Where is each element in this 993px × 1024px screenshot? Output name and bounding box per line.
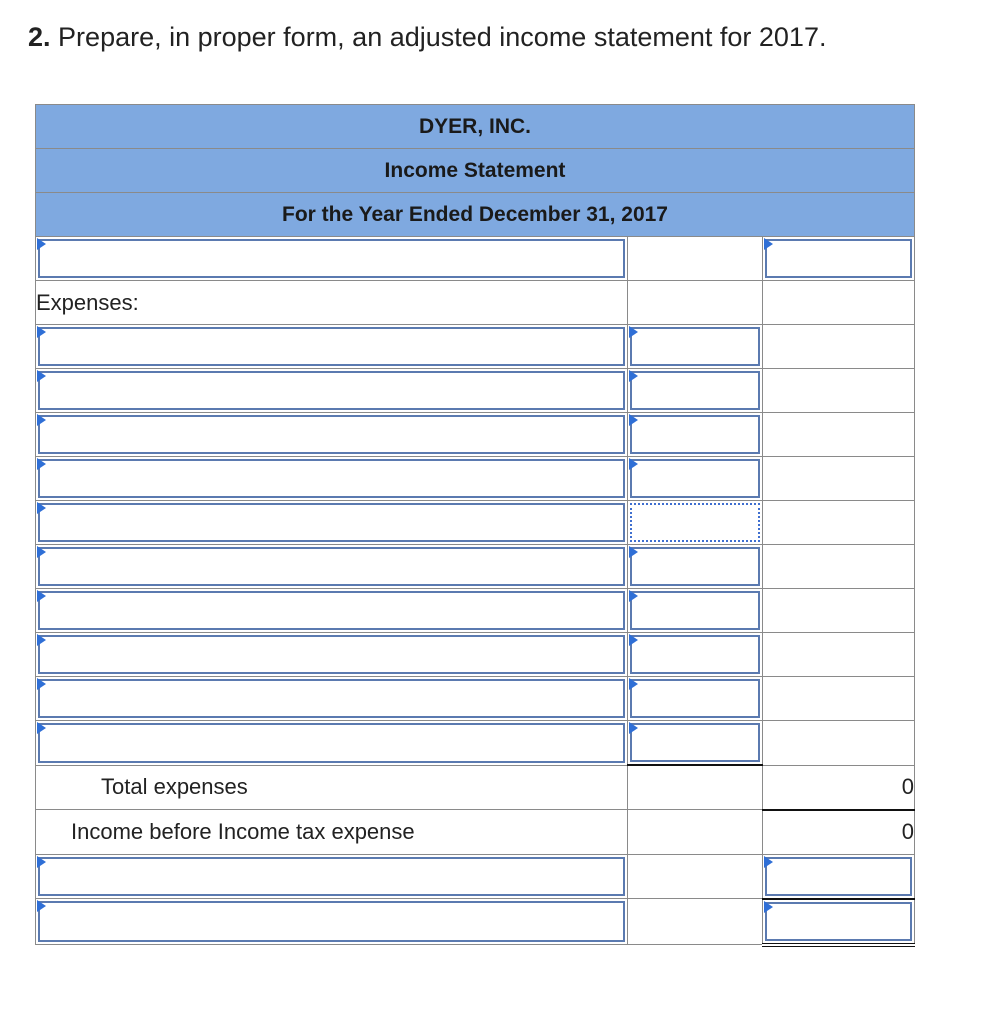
revenue-label-dropdown[interactable] bbox=[36, 237, 628, 281]
expense-amount-input-focused[interactable] bbox=[628, 501, 763, 545]
income-before-tax-value: 0 bbox=[763, 810, 915, 855]
dropdown-marker-icon bbox=[629, 678, 638, 690]
revenue-amount-input[interactable] bbox=[763, 237, 915, 281]
dropdown-marker-icon bbox=[764, 856, 773, 868]
dropdown-marker-icon bbox=[37, 722, 46, 734]
expense-row bbox=[36, 325, 915, 369]
expense-label-dropdown[interactable] bbox=[36, 325, 628, 369]
table-row bbox=[36, 854, 915, 899]
expense-row bbox=[36, 413, 915, 457]
dropdown-marker-icon bbox=[629, 590, 638, 602]
dropdown-marker-icon bbox=[37, 326, 46, 338]
expense-row bbox=[36, 677, 915, 721]
expense-label-dropdown[interactable] bbox=[36, 501, 628, 545]
dropdown-marker-icon bbox=[37, 414, 46, 426]
expense-row bbox=[36, 545, 915, 589]
tax-expense-amount-input[interactable] bbox=[763, 854, 915, 899]
income-before-tax-row bbox=[36, 810, 915, 855]
expense-amount-input[interactable] bbox=[628, 413, 763, 457]
empty-cell bbox=[628, 854, 763, 899]
empty-cell bbox=[763, 325, 915, 369]
expenses-label: Expenses: bbox=[36, 281, 628, 325]
expense-row bbox=[36, 633, 915, 677]
expense-label-dropdown[interactable] bbox=[36, 589, 628, 633]
empty-cell bbox=[763, 633, 915, 677]
expense-amount-input[interactable] bbox=[628, 633, 763, 677]
total-expenses-value: 0 bbox=[763, 765, 915, 810]
dropdown-marker-icon bbox=[37, 590, 46, 602]
expense-amount-input[interactable] bbox=[628, 677, 763, 721]
dropdown-marker-icon bbox=[37, 458, 46, 470]
empty-cell bbox=[628, 810, 763, 855]
tax-expense-label-dropdown[interactable] bbox=[36, 854, 628, 899]
expense-row bbox=[36, 721, 915, 766]
dropdown-marker-icon bbox=[629, 414, 638, 426]
question-prompt bbox=[28, 22, 826, 53]
empty-cell bbox=[763, 369, 915, 413]
empty-cell bbox=[763, 413, 915, 457]
question-number: 2. bbox=[28, 22, 51, 52]
dropdown-marker-icon bbox=[37, 678, 46, 690]
dropdown-marker-icon bbox=[37, 370, 46, 382]
empty-cell bbox=[763, 721, 915, 766]
expense-row bbox=[36, 369, 915, 413]
question-text: Prepare, in proper form, an adjusted income statement for 2017. bbox=[58, 22, 827, 52]
expense-amount-input[interactable] bbox=[628, 545, 763, 589]
header-row-title bbox=[36, 149, 915, 193]
empty-cell bbox=[763, 457, 915, 501]
dropdown-marker-icon bbox=[764, 238, 773, 250]
dropdown-marker-icon bbox=[629, 458, 638, 470]
empty-cell bbox=[763, 677, 915, 721]
expense-label-dropdown[interactable] bbox=[36, 545, 628, 589]
net-income-label-dropdown[interactable] bbox=[36, 899, 628, 945]
company-name: DYER, INC. bbox=[36, 105, 915, 149]
empty-cell bbox=[763, 589, 915, 633]
dropdown-marker-icon bbox=[629, 722, 638, 734]
expense-label-dropdown[interactable] bbox=[36, 677, 628, 721]
expense-label-dropdown[interactable] bbox=[36, 457, 628, 501]
dropdown-marker-icon bbox=[629, 326, 638, 338]
empty-cell bbox=[763, 545, 915, 589]
empty-cell bbox=[628, 899, 763, 945]
expense-amount-input[interactable] bbox=[628, 721, 763, 766]
empty-cell bbox=[763, 281, 915, 325]
dropdown-marker-icon bbox=[37, 238, 46, 250]
dropdown-marker-icon bbox=[37, 900, 46, 912]
empty-cell bbox=[628, 281, 763, 325]
expense-amount-input[interactable] bbox=[628, 457, 763, 501]
expense-amount-input[interactable] bbox=[628, 369, 763, 413]
expense-amount-input[interactable] bbox=[628, 589, 763, 633]
dropdown-marker-icon bbox=[37, 634, 46, 646]
header-row-company bbox=[36, 105, 915, 149]
net-income-amount-input[interactable] bbox=[763, 899, 915, 945]
empty-cell bbox=[628, 237, 763, 281]
dropdown-marker-icon bbox=[37, 856, 46, 868]
expense-row bbox=[36, 501, 915, 545]
header-row-period bbox=[36, 193, 915, 237]
dropdown-marker-icon bbox=[629, 370, 638, 382]
empty-cell bbox=[628, 765, 763, 810]
income-before-tax-label: Income before Income tax expense bbox=[36, 810, 628, 855]
expense-row bbox=[36, 457, 915, 501]
statement-period: For the Year Ended December 31, 2017 bbox=[36, 193, 915, 237]
expense-label-dropdown[interactable] bbox=[36, 413, 628, 457]
table-row bbox=[36, 237, 915, 281]
total-expenses-row bbox=[36, 765, 915, 810]
empty-cell bbox=[763, 501, 915, 545]
income-statement-table bbox=[35, 104, 915, 947]
dropdown-marker-icon bbox=[629, 546, 638, 558]
expense-amount-input[interactable] bbox=[628, 325, 763, 369]
dropdown-marker-icon bbox=[37, 502, 46, 514]
expense-label-dropdown[interactable] bbox=[36, 369, 628, 413]
expense-label-dropdown[interactable] bbox=[36, 633, 628, 677]
total-expenses-label: Total expenses bbox=[36, 765, 628, 810]
dropdown-marker-icon bbox=[37, 546, 46, 558]
expense-label-dropdown[interactable] bbox=[36, 721, 628, 766]
dropdown-marker-icon bbox=[764, 901, 773, 913]
dropdown-marker-icon bbox=[629, 634, 638, 646]
expense-row bbox=[36, 589, 915, 633]
statement-title: Income Statement bbox=[36, 149, 915, 193]
table-row bbox=[36, 281, 915, 325]
table-row bbox=[36, 899, 915, 945]
